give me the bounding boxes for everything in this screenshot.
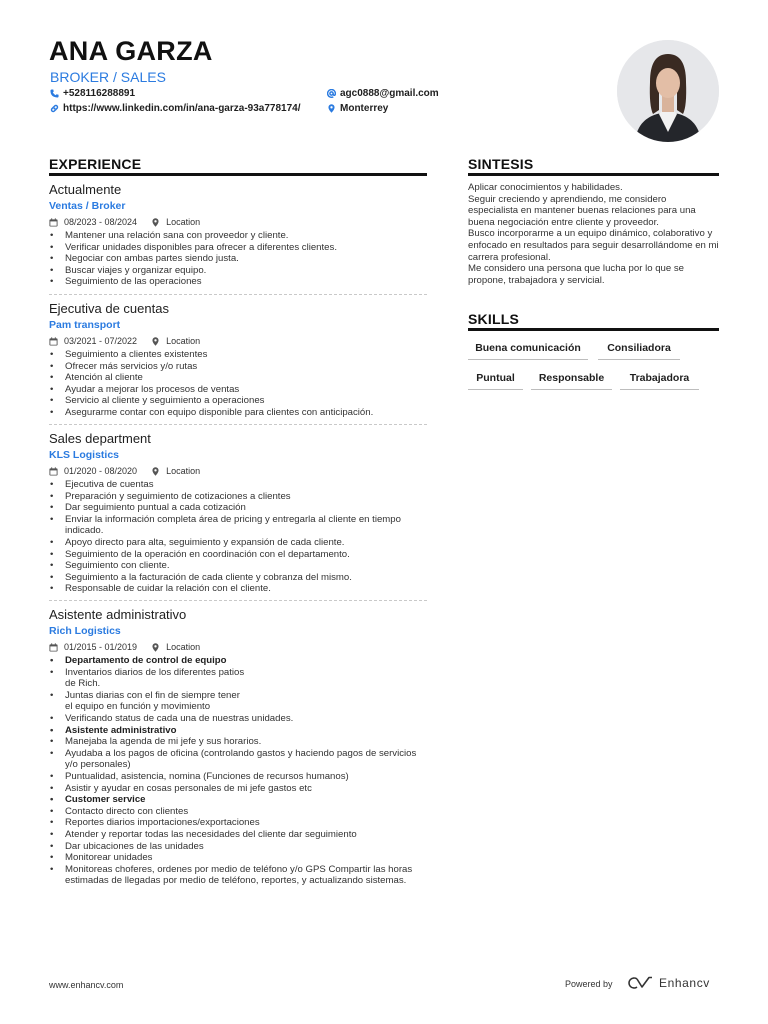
- phone-icon: [50, 89, 59, 98]
- calendar-icon: [49, 467, 58, 476]
- experience-entry: [49, 301, 427, 419]
- list-item: • Dar ubicaciones de las unidades: [49, 841, 427, 853]
- powered-by-label: Powered by: [565, 979, 613, 989]
- list-item: • Ayudar a mejorar los procesos de ventas: [49, 384, 427, 396]
- list-item: • Manejaba la agenda de mi jefe y sus horarios.: [49, 736, 427, 748]
- phone-text: +528116288891: [63, 88, 136, 99]
- list-item: de Rich.: [65, 678, 101, 690]
- skill-tag: Consiliadora: [598, 342, 680, 360]
- list-item: • Seguimiento de la operación en coordinación con el departamento.: [49, 549, 427, 561]
- job-meta: [49, 216, 427, 228]
- list-item: • Monitorear unidades: [49, 852, 427, 864]
- skill-tag: Puntual: [468, 372, 523, 390]
- list-item: • Asistir y ayudar en cosas personales de mi jefe gastos etc: [49, 783, 427, 795]
- job-meta: [49, 465, 427, 477]
- contact-linkedin[interactable]: [50, 103, 300, 114]
- list-item: • Ayudaba a los pagos de oficina (controlando gastos y haciendo pagos de servicios y/o personales): [49, 748, 427, 771]
- profile-photo: [617, 40, 719, 142]
- list-item: • Apoyo directo para alta, seguimiento y expansión de cada cliente.: [49, 537, 427, 549]
- list-item: • Buscar viajes y organizar equipo.: [49, 265, 427, 277]
- job-bullets: [49, 655, 427, 887]
- skill-tag: Buena comunicación: [468, 342, 588, 360]
- list-item: el equipo en función y movimiento: [65, 701, 211, 713]
- experience-rule: [49, 173, 427, 176]
- list-item: • Seguimiento con cliente.: [49, 560, 427, 572]
- email-icon: [327, 89, 336, 98]
- job-dates: 01/2020 - 08/2020: [64, 466, 138, 476]
- job-location: Location: [166, 336, 201, 346]
- contact-phone[interactable]: [50, 88, 135, 99]
- job-location: Location: [166, 642, 201, 652]
- skills-rule: [468, 328, 719, 331]
- list-item: • Monitoreas choferes, ordenes por medio de teléfono y/o GPS Compartir las horas estimadas de llegadas por medio de teléfono, reportes, y actualizando sistemas.: [49, 864, 427, 887]
- calendar-icon: [49, 337, 58, 346]
- sintesis-text: [468, 182, 719, 286]
- sintesis-line: Me considero una persona que lucha por lo que se propone, trabajadora y servicial.: [468, 263, 685, 286]
- job-meta: [49, 335, 427, 347]
- job-bullets: [49, 479, 427, 595]
- list-item: • Seguimiento a la facturación de cada cliente y cobranza del mismo.: [49, 572, 427, 584]
- list-item: • Ofrecer más servicios y/o rutas: [49, 361, 427, 373]
- entry-divider: [49, 424, 427, 425]
- location-pin-icon: [151, 337, 160, 346]
- candidate-name: ANA GARZA: [49, 36, 213, 66]
- list-item: • Contacto directo con clientes: [49, 806, 427, 818]
- job-location: Location: [166, 217, 201, 227]
- experience-entry: [49, 431, 427, 595]
- footer-url[interactable]: www.enhancv.com: [49, 980, 124, 990]
- list-item: • Mantener una relación sana con proveedor y cliente.: [49, 230, 427, 242]
- job-dates: 03/2021 - 07/2022: [64, 336, 138, 346]
- calendar-icon: [49, 643, 58, 652]
- job-company: Pam transport: [49, 319, 121, 331]
- skill-tag: Trabajadora: [620, 372, 699, 390]
- list-item: • Asegurarme contar con equipo disponible para clientes con anticipación.: [49, 407, 427, 419]
- job-company: Ventas / Broker: [49, 200, 126, 212]
- linkedin-text: https://www.linkedin.com/in/ana-garza-93a778174/: [63, 103, 301, 114]
- location-pin-icon: [151, 467, 160, 476]
- sintesis-rule: [468, 173, 719, 176]
- email-text: agc0888@gmail.com: [340, 88, 439, 99]
- list-item: • Departamento de control de equipo: [49, 655, 427, 667]
- list-item: • Asistente administrativo: [49, 725, 427, 737]
- enhancv-logo-icon: [628, 976, 654, 990]
- job-bullets: [49, 230, 427, 288]
- sintesis-line: Busco incorporarme a un equipo dinámico, colaborativo y enfocado en resultados para seguir desarrollándome en mi carrera profesional.: [468, 228, 719, 263]
- job-title: Actualmente: [49, 182, 122, 197]
- entry-divider: [49, 600, 427, 601]
- enhancv-logo[interactable]: [628, 976, 710, 990]
- list-item: • Seguimiento a clientes existentes: [49, 349, 427, 361]
- job-dates: 08/2023 - 08/2024: [64, 217, 138, 227]
- location-pin-icon: [327, 104, 336, 113]
- job-meta: [49, 641, 427, 653]
- sintesis-heading: SINTESIS: [468, 156, 534, 172]
- job-company: KLS Logistics: [49, 449, 120, 461]
- list-item: • Servicio al cliente y seguimiento a operaciones: [49, 395, 427, 407]
- contact-location: [327, 103, 388, 114]
- experience-entry: [49, 607, 427, 887]
- sintesis-line: Aplicar conocimientos y habilidades.: [468, 182, 623, 193]
- job-title: Asistente administrativo: [49, 607, 187, 622]
- list-item: • Atención al cliente: [49, 372, 427, 384]
- enhancv-brand: Enhancv: [659, 976, 710, 990]
- list-item: • Verificar unidades disponibles para ofrecer a diferentes clientes.: [49, 242, 427, 254]
- list-item: • Inventarios diarios de los diferentes patios: [49, 667, 427, 679]
- entry-divider: [49, 294, 427, 295]
- contact-email[interactable]: [327, 88, 439, 99]
- list-item: • Verificando status de cada una de nuestras unidades.: [49, 713, 427, 725]
- job-company: Rich Logistics: [49, 625, 121, 637]
- list-item: • Reportes diarios importaciones/exportaciones: [49, 817, 427, 829]
- experience-entry: [49, 182, 427, 288]
- location-pin-icon: [151, 643, 160, 652]
- list-item: • Puntualidad, asistencia, nomina (Funciones de recursos humanos): [49, 771, 427, 783]
- link-icon: [50, 104, 59, 113]
- candidate-role: BROKER / SALES: [50, 69, 166, 85]
- job-title: Sales department: [49, 431, 151, 446]
- location-text: Monterrey: [340, 103, 389, 114]
- list-item: • Dar seguimiento puntual a cada cotización: [49, 502, 427, 514]
- list-item: • Juntas diarias con el fin de siempre tener: [49, 690, 427, 702]
- list-item: • Atender y reportar todas las necesidades del cliente dar seguimiento: [49, 829, 427, 841]
- experience-heading: EXPERIENCE: [49, 156, 142, 172]
- list-item: • Enviar la información completa área de pricing y entregarla al cliente en tiempo indicado.: [49, 514, 427, 537]
- list-item: • Preparación y seguimiento de cotizaciones a clientes: [49, 491, 427, 503]
- list-item: • Ejecutiva de cuentas: [49, 479, 427, 491]
- skill-tag: Responsable: [531, 372, 612, 390]
- list-item: • Customer service: [49, 794, 427, 806]
- job-bullets: [49, 349, 427, 419]
- sintesis-line: Seguir creciendo y aprendiendo, me considero especialista en mantener buenas relaciones para una buena negociación entre cliente y proveedor.: [468, 193, 696, 228]
- location-pin-icon: [151, 218, 160, 227]
- calendar-icon: [49, 218, 58, 227]
- skills-heading: SKILLS: [468, 311, 519, 327]
- job-dates: 01/2015 - 01/2019: [64, 642, 138, 652]
- job-location: Location: [166, 466, 201, 476]
- job-title: Ejecutiva de cuentas: [49, 301, 169, 316]
- list-item: • Seguimiento de las operaciones: [49, 276, 427, 288]
- list-item: • Negociar con ambas partes siendo justa.: [49, 253, 427, 265]
- list-item: • Responsable de cuidar la relación con el cliente.: [49, 583, 427, 595]
